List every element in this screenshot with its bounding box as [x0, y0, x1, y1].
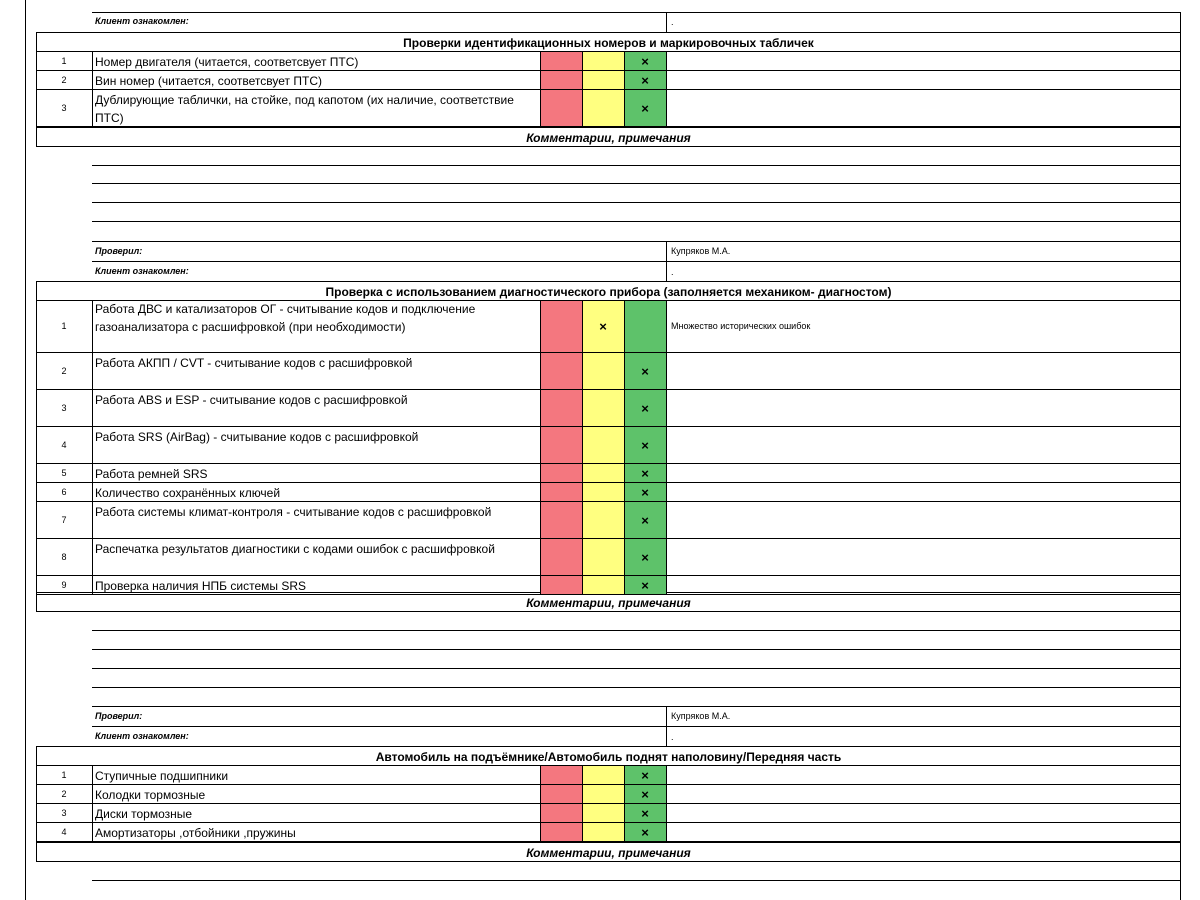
left-margin-rule — [25, 0, 26, 900]
comment-line — [92, 221, 1180, 222]
status-cell-yellow[interactable] — [582, 427, 625, 464]
row-rule — [92, 706, 1180, 707]
row-number: 3 — [61, 402, 67, 413]
status-cell-yellow[interactable] — [582, 823, 625, 842]
status-mark: × — [641, 824, 649, 840]
status-cell-red[interactable] — [540, 71, 583, 90]
comments-title: Комментарии, примечания — [526, 596, 691, 610]
section-3-title: Автомобиль на подъёмнике/Автомобиль поднят наполовину/Передняя часть — [375, 750, 842, 764]
col-rule — [1180, 576, 1181, 595]
col-rule — [1180, 502, 1181, 539]
section-1-header — [36, 32, 1181, 52]
row-number: 3 — [61, 102, 67, 113]
check-item-label: Работа системы климат-контроля - считывание кодов с расшифровкой — [95, 504, 492, 519]
col-rule — [92, 539, 93, 576]
col-rule — [1180, 612, 1181, 706]
section-2-header — [36, 281, 1181, 301]
status-cell-red[interactable] — [540, 427, 583, 464]
client-value: . — [671, 17, 674, 27]
status-mark: × — [641, 549, 649, 565]
status-cell-yellow[interactable] — [582, 804, 625, 823]
row-number: 2 — [61, 365, 67, 376]
status-cell-red[interactable] — [540, 766, 583, 785]
row-note: Множество исторических ошибок — [671, 321, 811, 331]
check-item-label: Колодки тормозные — [95, 787, 206, 802]
comment-line — [92, 687, 1180, 688]
status-cell-green[interactable] — [624, 301, 667, 353]
row-number: 8 — [61, 551, 67, 562]
status-mark: × — [641, 100, 649, 116]
row-rule — [92, 241, 1180, 242]
col-rule — [1180, 147, 1181, 241]
status-mark: × — [641, 72, 649, 88]
checked-label: Проверил: — [95, 246, 143, 256]
section-2-comments-header — [36, 592, 1181, 612]
col-rule — [1180, 464, 1181, 483]
row-rule — [92, 726, 1180, 727]
status-mark: × — [641, 512, 649, 528]
row-number: 2 — [61, 788, 67, 799]
check-item-label: Работа SRS (AirBag) - считывание кодов с расшифровкой — [95, 429, 419, 444]
comment-line — [92, 183, 1180, 184]
check-item-label: Дублирующие таблички, на стойке, под капотом (их наличие, соответствие ПТС) — [95, 92, 514, 125]
col-rule — [92, 804, 93, 823]
check-item-label: Диски тормозные — [95, 806, 193, 821]
col-rule — [92, 301, 93, 353]
status-mark: × — [641, 786, 649, 802]
col-rule — [1180, 823, 1181, 842]
col-rule — [1180, 353, 1181, 390]
checked-value: Купряков М.А. — [671, 711, 731, 721]
col-rule — [92, 390, 93, 427]
col-rule — [92, 71, 93, 90]
checked-label: Проверил: — [95, 711, 143, 721]
check-item-label: Работа ремней SRS — [95, 466, 208, 481]
section-3-header — [36, 746, 1181, 766]
row-number: 4 — [61, 826, 67, 837]
check-item-label: Работа ДВС и катализаторов ОГ - считывание кодов и подключение газоанализатора с расшифровкой (при необходимости) — [95, 302, 476, 334]
checked-value: Купряков М.А. — [671, 246, 731, 256]
col-rule — [92, 464, 93, 483]
status-cell-red[interactable] — [540, 90, 583, 127]
check-item-label: Амортизаторы ,отбойники ,пружины — [95, 825, 296, 840]
status-cell-red[interactable] — [540, 301, 583, 353]
status-cell-red[interactable] — [540, 353, 583, 390]
status-cell-red[interactable] — [540, 804, 583, 823]
col-rule — [1180, 301, 1181, 353]
status-cell-yellow[interactable] — [582, 90, 625, 127]
client-label: Клиент ознакомлен: — [95, 266, 189, 276]
section-1-title: Проверки идентификационных номеров и маркировочных табличек — [403, 36, 814, 50]
col-rule — [92, 785, 93, 804]
check-item-label: Номер двигателя (читается, соответсвует ПТС) — [95, 54, 359, 69]
client-value: . — [671, 732, 674, 742]
status-cell-yellow[interactable] — [582, 390, 625, 427]
client-label: Клиент ознакомлен: — [95, 16, 189, 26]
col-rule — [1180, 539, 1181, 576]
comments-title: Комментарии, примечания — [526, 846, 691, 860]
comment-line — [92, 668, 1180, 669]
col-rule — [92, 823, 93, 842]
row-rule — [92, 261, 1180, 262]
row-number: 2 — [61, 74, 67, 85]
col-rule — [92, 353, 93, 390]
row-number: 1 — [61, 769, 67, 780]
status-mark: × — [599, 319, 607, 334]
col-rule — [1180, 71, 1181, 90]
row-number: 3 — [61, 807, 67, 818]
col-rule — [92, 766, 93, 785]
status-cell-yellow[interactable] — [582, 52, 625, 71]
row-number: 9 — [61, 579, 67, 590]
col-rule — [92, 576, 93, 595]
section-2-title: Проверка с использованием диагностического прибора (заполняется механиком- диагностом) — [325, 285, 892, 299]
status-mark: × — [641, 363, 649, 379]
row-number: 1 — [61, 55, 67, 66]
col-rule — [1180, 785, 1181, 804]
col-rule — [1180, 90, 1181, 127]
check-item-label: Ступичные подшипники — [95, 768, 229, 783]
check-item-label: Количество сохранённых ключей — [95, 485, 281, 500]
status-mark: × — [641, 577, 649, 593]
check-item-label: Распечатка результатов диагностики с кодами ошибок с расшифровкой — [95, 541, 495, 556]
col-rule — [1180, 862, 1181, 900]
status-mark: × — [641, 767, 649, 783]
col-rule — [1180, 427, 1181, 464]
row-number: 6 — [61, 486, 67, 497]
col-rule — [1180, 52, 1181, 71]
comment-line — [92, 880, 1180, 881]
col-rule — [666, 12, 667, 32]
row-number: 5 — [61, 467, 67, 478]
status-cell-yellow[interactable] — [582, 576, 625, 595]
status-cell-yellow[interactable] — [582, 539, 625, 576]
col-rule — [1180, 483, 1181, 502]
col-rule — [92, 483, 93, 502]
section-1-comments-header — [36, 127, 1181, 147]
col-rule — [1180, 706, 1181, 746]
status-mark: × — [641, 465, 649, 481]
row-rule — [92, 12, 1180, 13]
status-cell-red[interactable] — [540, 52, 583, 71]
status-mark: × — [641, 437, 649, 453]
col-rule — [1180, 390, 1181, 427]
status-cell-yellow[interactable] — [582, 353, 625, 390]
comment-line — [92, 630, 1180, 631]
status-mark: × — [641, 805, 649, 821]
comment-line — [92, 649, 1180, 650]
col-rule — [1180, 12, 1181, 32]
row-number: 7 — [61, 514, 67, 525]
status-cell-yellow[interactable] — [582, 71, 625, 90]
row-number: 4 — [61, 439, 67, 450]
comment-line — [92, 165, 1180, 166]
status-cell-red[interactable] — [540, 483, 583, 502]
status-cell-red[interactable] — [540, 502, 583, 539]
col-rule — [1180, 804, 1181, 823]
status-cell-red[interactable] — [540, 823, 583, 842]
check-item-label: Вин номер (читается, соответсвует ПТС) — [95, 73, 322, 88]
comments-title: Комментарии, примечания — [526, 131, 691, 145]
status-mark: × — [641, 400, 649, 416]
status-cell-red[interactable] — [540, 576, 583, 595]
check-item-label: Работа ABS и ESP - считывание кодов с расшифровкой — [95, 392, 408, 407]
comment-line — [92, 202, 1180, 203]
col-rule — [1180, 241, 1181, 281]
status-mark: × — [641, 53, 649, 69]
status-cell-red[interactable] — [540, 539, 583, 576]
col-rule — [92, 427, 93, 464]
row-number: 1 — [61, 321, 67, 331]
status-cell-red[interactable] — [540, 785, 583, 804]
col-rule — [1180, 766, 1181, 785]
check-item-label: Проверка наличия НПБ системы SRS — [95, 578, 306, 593]
status-cell-yellow[interactable] — [582, 464, 625, 483]
status-cell-yellow[interactable] — [582, 785, 625, 804]
status-cell-yellow[interactable] — [582, 502, 625, 539]
col-rule — [92, 90, 93, 127]
status-mark: × — [641, 484, 649, 500]
status-cell-red[interactable] — [540, 464, 583, 483]
status-cell-yellow[interactable] — [582, 483, 625, 502]
client-value: . — [671, 267, 674, 277]
status-cell-red[interactable] — [540, 390, 583, 427]
col-rule — [92, 52, 93, 71]
check-item-label: Работа АКПП / CVT - считывание кодов с расшифровкой — [95, 355, 413, 370]
client-label: Клиент ознакомлен: — [95, 731, 189, 741]
status-cell-yellow[interactable] — [582, 766, 625, 785]
col-rule — [92, 502, 93, 539]
section-3-comments-header — [36, 842, 1181, 862]
